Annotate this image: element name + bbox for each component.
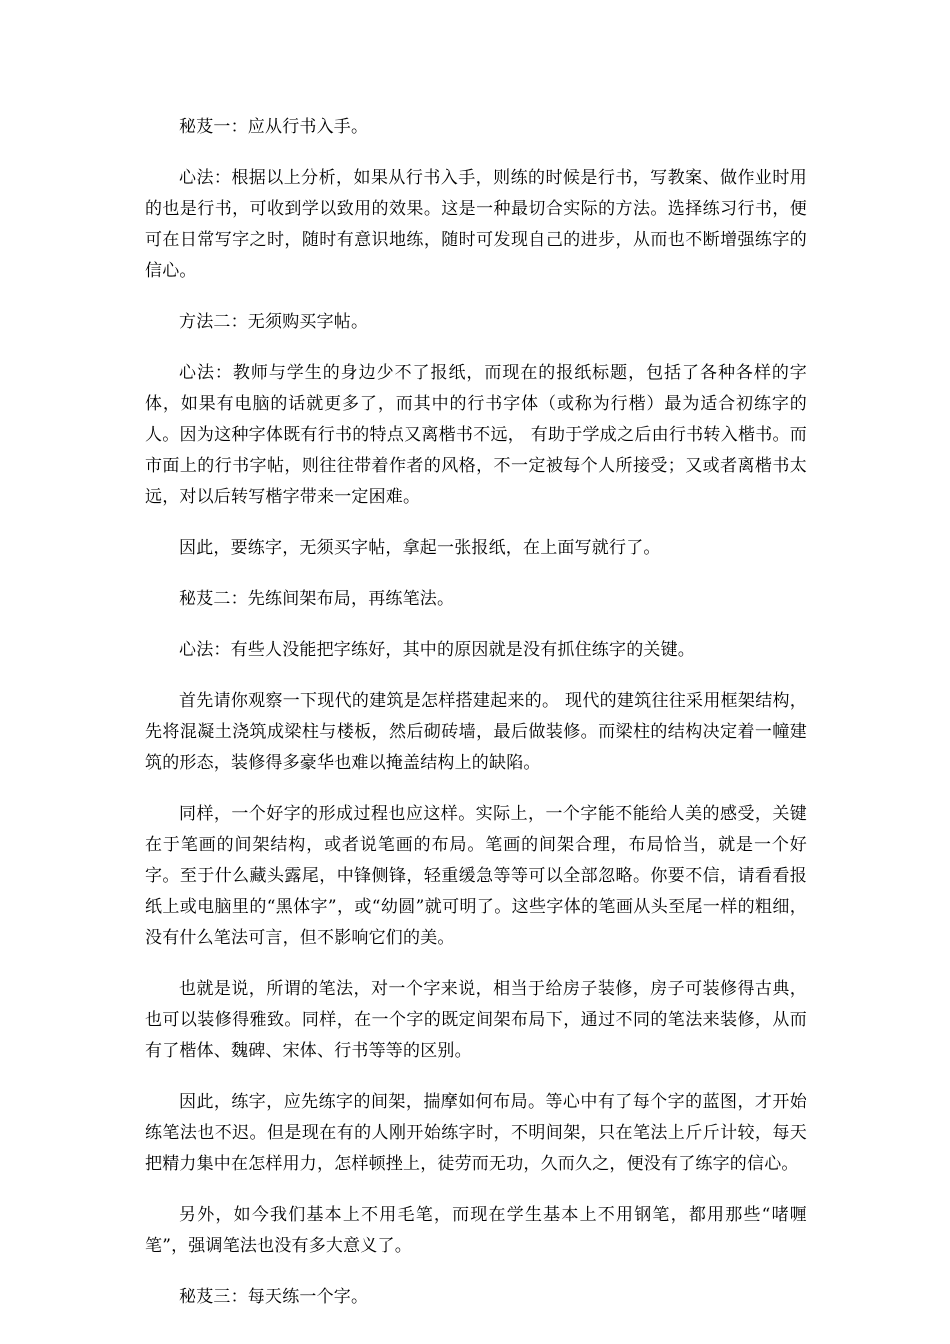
paragraph-9: 另外，如今我们基本上不用毛笔，而现在学生基本上不用钢笔，都用那些“啫喱笔”，强调笔法也没有多大意义了。 <box>145 1205 807 1256</box>
paragraph-5: 首先请你观察一下现代的建筑是怎样搭建起来的。 现代的建筑往往采用框架结构，先将混凝土浇筑成梁柱与楼板，然后砌砖墙，最后做装修。而梁柱的结构决定着一幢建筑的形态，装修得多豪华也难以掩盖结构上的缺陷。 <box>145 691 807 773</box>
document-body <box>145 112 807 1333</box>
paragraph-8: 因此，练字，应先练字的间架，揣摩如何布局。等心中有了每个字的蓝图，才开始练笔法也不迟。但是现在有的人刚开始练字时，不明间架，只在笔法上斤斤计较，每天把精力集中在怎样用力，怎样顿挫上，徒劳而无功，久而久之，便没有了练字的信心。 <box>145 1092 807 1174</box>
section-heading-2: 方法二：无须购买字帖。 <box>179 312 369 332</box>
paragraph-1: 心法：根据以上分析，如果从行书入手，则练的时候是行书，写教案、做作业时用的也是行书，可收到学以致用的效果。这是一种最切合实际的方法。选择练习行书，便可在日常写字之时，随时有意识地练，随时可发现自己的进步，从而也不断增强练字的信心。 <box>145 168 807 281</box>
section-heading-4: 秘芨三：每天练一个字。 <box>179 1287 369 1307</box>
section-heading-1: 秘芨一：应从行书入手。 <box>179 117 369 137</box>
paragraph-3: 因此，要练字，无须买字帖，拿起一张报纸，在上面写就行了。 <box>179 538 661 558</box>
section-heading-3: 秘芨二：先练间架布局，再练笔法。 <box>179 589 455 609</box>
paragraph-7: 也就是说，所谓的笔法，对一个字来说，相当于给房子装修，房子可装修得古典，也可以装修得雅致。同样，在一个字的既定间架布局下，通过不同的笔法来装修，从而有了楷体、魏碑、宋体、行书等等的区别。 <box>145 979 807 1061</box>
paragraph-2: 心法：教师与学生的身边少不了报纸，而现在的报纸标题，包括了各种各样的字体，如果有电脑的话就更多了，而其中的行书字体（或称为行楷）最为适合初练字的人。因为这种字体既有行书的特点又离楷书不远， 有助于学成之后由行书转入楷书。而市面上的行书字帖，则往往带着作者的风格，不一定被每个人所接受；又或者离楷书太远，对以后转写楷字带来一定困难。 <box>145 363 807 507</box>
paragraph-4: 心法：有些人没能把字练好，其中的原因就是没有抓住练字的关键。 <box>179 640 695 660</box>
paragraph-6: 同样，一个好字的形成过程也应这样。实际上，一个字能不能给人美的感受，关键在于笔画的间架结构，或者说笔画的布局。笔画的间架合理，布局恰当，就是一个好字。至于什么藏头露尾，中锋侧锋，轻重缓急等等可以全部忽略。你要不信，请看看报纸上或电脑里的“黑体字”，或“幼圆”就可明了。这些字体的笔画从头至尾一样的粗细，没有什么笔法可言，但不影响它们的美。 <box>145 804 807 948</box>
